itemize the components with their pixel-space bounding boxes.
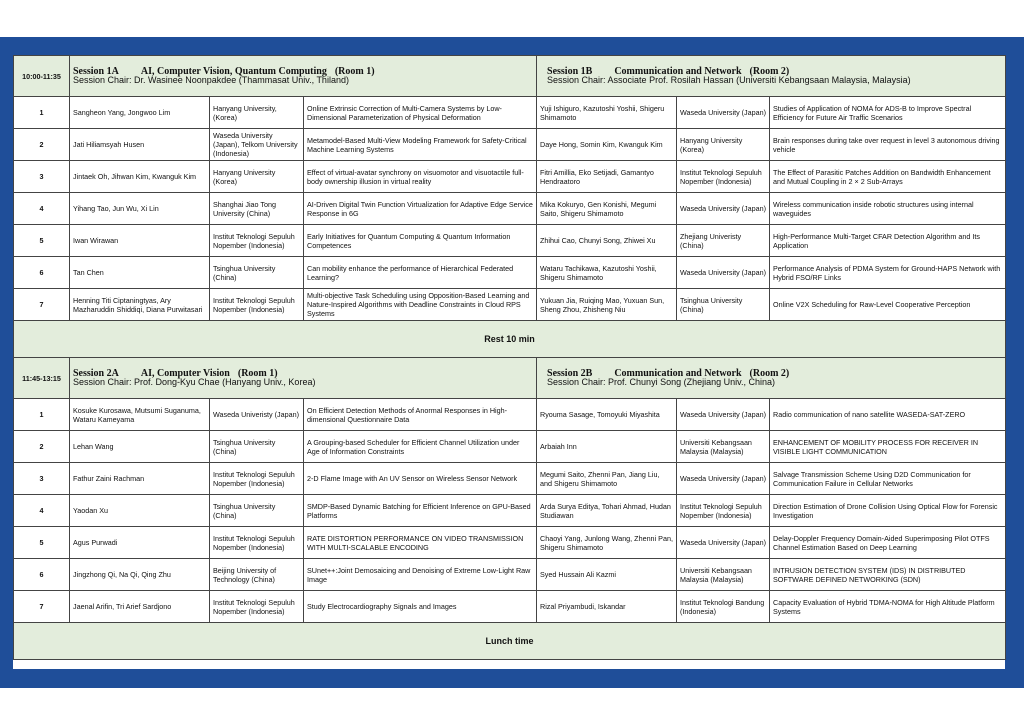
session-room: (Room 1) — [237, 368, 278, 379]
session-a-authors: Agus Purwadi — [70, 527, 210, 559]
table-row — [14, 193, 1006, 225]
table-row — [14, 399, 1006, 431]
session-a-authors: Henning Titi Ciptaningtyas, Ary Mazharuddin Shiddiqi, Diana Purwitasari — [70, 289, 210, 321]
session-b-authors: Yukuan Jia, Ruiqing Mao, Yuxuan Sun, Sheng Zhou, Zhisheng Niu — [537, 289, 677, 321]
session-b-authors: Mika Kokuryo, Gen Konishi, Megumi Saito, Shigeru Shimamoto — [537, 193, 677, 225]
session-b-authors: Arda Surya Editya, Tohari Ahmad, Hudan Studiawan — [537, 495, 677, 527]
session-code: Session 2A — [73, 368, 119, 379]
session-a-paper-title: Effect of virtual-avatar synchrony on visuomotor and visuotactile full-body ownership illusion in virtual reality — [304, 161, 537, 193]
time-slot: 11:45-13:15 — [14, 358, 70, 399]
break-row — [14, 321, 1006, 358]
session-b-paper-title: The Effect of Parasitic Patches Addition on Bandwidth Enhancement and Mutual Coupling in 2 × 2 Sub-Arrays — [770, 161, 1006, 193]
session-topic: AI, Computer Vision, Quantum Computing — [140, 66, 327, 77]
session-a-paper-title: Can mobility enhance the performance of Hierarchical Federated Learning? — [304, 257, 537, 289]
paper-number: 5 — [14, 225, 70, 257]
table-row — [14, 495, 1006, 527]
session-a-authors: Iwan Wirawan — [70, 225, 210, 257]
session-a-affiliation: Tsinghua University (China) — [210, 495, 304, 527]
session-a-paper-title: Early Initiatives for Quantum Computing & Quantum Information Competences — [304, 225, 537, 257]
session-chair: Session Chair: Prof. Dong-Kyu Chae (Hanyang Univ., Korea) — [73, 377, 316, 387]
table-row — [14, 161, 1006, 193]
session-a-paper-title: Study Electrocardiography Signals and Images — [304, 591, 537, 623]
session-a-paper-title: On Efficient Detection Methods of Anormal Responses in High-dimensional Questionnaire Data — [304, 399, 537, 431]
schedule-table — [13, 55, 1006, 660]
paper-number: 2 — [14, 129, 70, 161]
session-room: (Room 2) — [749, 66, 790, 77]
session-b-affiliation: Waseda University (Japan) — [677, 257, 770, 289]
session-b-affiliation: Hanyang University (Korea) — [677, 129, 770, 161]
session-a-affiliation: Shanghai Jiao Tong University (China) — [210, 193, 304, 225]
paper-number: 2 — [14, 431, 70, 463]
table-row — [14, 257, 1006, 289]
session-b-authors: Arbaiah Inn — [537, 431, 677, 463]
paper-number: 6 — [14, 257, 70, 289]
session-a-authors: Tan Chen — [70, 257, 210, 289]
session-a-authors: Yihang Tao, Jun Wu, Xi Lin — [70, 193, 210, 225]
session-a-authors: Yaodan Xu — [70, 495, 210, 527]
session-a-affiliation: Tsinghua University (China) — [210, 257, 304, 289]
paper-number: 6 — [14, 559, 70, 591]
session-b-authors: Ryouma Sasage, Tomoyuki Miyashita — [537, 399, 677, 431]
session-a-affiliation: Waseda Univeristy (Japan) — [210, 399, 304, 431]
session-chair: Session Chair: Prof. Chunyi Song (Zhejiang Univ., China) — [547, 377, 775, 387]
session-a-paper-title: A Grouping-based Scheduler for Efficient Channel Utilization under Age of Information Constraints — [304, 431, 537, 463]
session-a-affiliation: Institut Teknologi Sepuluh Nopember (Indonesia) — [210, 225, 304, 257]
paper-number: 4 — [14, 495, 70, 527]
session-b-paper-title: High-Performance Multi-Target CFAR Detection Algorithm and Its Application — [770, 225, 1006, 257]
session-b-paper-title: Wireless communication inside robotic structures using internal waveguides — [770, 193, 1006, 225]
session-code: Session 1A — [73, 66, 119, 77]
session-a-authors: Jingzhong Qi, Na Qi, Qing Zhu — [70, 559, 210, 591]
session-header-a — [70, 358, 537, 399]
paper-number: 1 — [14, 399, 70, 431]
session-a-affiliation: Institut Teknologi Sepuluh Nopember (Indonesia) — [210, 591, 304, 623]
table-row — [14, 527, 1006, 559]
session-topic: Communication and Network — [614, 368, 742, 379]
session-a-paper-title: Multi-objective Task Scheduling using Opposition-Based Learning and Nature-Inspired Algorithms with Deadline Constraints in Cloud RPS Systems — [304, 289, 537, 321]
break-label: Lunch time — [14, 623, 1006, 660]
session-a-affiliation: Tsinghua University (China) — [210, 431, 304, 463]
break-label: Rest 10 min — [14, 321, 1006, 358]
session-b-authors: Syed Hussain Ali Kazmi — [537, 559, 677, 591]
session-a-authors: Sangheon Yang, Jongwoo Lim — [70, 97, 210, 129]
table-row — [14, 559, 1006, 591]
session-a-paper-title: RATE DISTORTION PERFORMANCE ON VIDEO TRANSMISSION WITH MULTI-SCALABLE ENCODING — [304, 527, 537, 559]
table-row — [14, 431, 1006, 463]
session-b-affiliation: Waseda University (Japan) — [677, 463, 770, 495]
session-header-b — [537, 56, 1006, 97]
table-row — [14, 129, 1006, 161]
session-a-paper-title: 2-D Flame Image with An UV Sensor on Wireless Sensor Network — [304, 463, 537, 495]
session-b-authors: Rizal Priyambudi, Iskandar — [537, 591, 677, 623]
schedule-container — [13, 55, 1005, 669]
session-b-authors: Chaoyi Yang, Junlong Wang, Zhenni Pan, Shigeru Shimamoto — [537, 527, 677, 559]
session-b-authors: Zhihui Cao, Chunyi Song, Zhiwei Xu — [537, 225, 677, 257]
session-a-affiliation: Institut Teknologi Sepuluh Nopember (Indonesia) — [210, 289, 304, 321]
session-room: (Room 1) — [334, 66, 375, 77]
session-b-authors: Fitri Amillia, Eko Setijadi, Gamantyo Hendraatoro — [537, 161, 677, 193]
session-b-affiliation: Universiti Kebangsaan Malaysia (Malaysia) — [677, 559, 770, 591]
session-b-paper-title: Direction Estimation of Drone Collision Using Optical Flow for Forensic Investigation — [770, 495, 1006, 527]
session-b-paper-title: Studies of Application of NOMA for ADS-B to Improve Spectral Efficiency for Future Air Traffic Scenarios — [770, 97, 1006, 129]
session-header-row — [14, 358, 1006, 399]
session-room: (Room 2) — [749, 368, 790, 379]
session-a-paper-title: Online Extrinsic Correction of Multi-Camera Systems by Low-Dimensional Parameterization of Physical Deformation — [304, 97, 537, 129]
session-b-paper-title: Brain responses during take over request in level 3 autonomous driving vehicle — [770, 129, 1006, 161]
session-a-paper-title: SUnet++:Joint Demosaicing and Denoising of Extreme Low-Light Raw Image — [304, 559, 537, 591]
break-row — [14, 623, 1006, 660]
session-b-affiliation: Institut Teknologi Sepuluh Nopember (Indonesia) — [677, 495, 770, 527]
session-a-paper-title: SMDP-Based Dynamic Batching for Efficient Inference on GPU-Based Platforms — [304, 495, 537, 527]
session-b-paper-title: Radio communication of nano satellite WASEDA-SAT-ZERO — [770, 399, 1006, 431]
session-b-affiliation: Tsinghua University (China) — [677, 289, 770, 321]
session-b-affiliation: Waseda University (Japan) — [677, 527, 770, 559]
session-b-authors: Wataru Tachikawa, Kazutoshi Yoshii, Shigeru Shimamoto — [537, 257, 677, 289]
session-a-affiliation: Waseda University (Japan), Telkom University (Indonesia) — [210, 129, 304, 161]
session-b-paper-title: Performance Analysis of PDMA System for Ground-HAPS Network with Hybrid FSO/RF Links — [770, 257, 1006, 289]
time-slot: 10:00-11:35 — [14, 56, 70, 97]
session-b-authors: Daye Hong, Somin Kim, Kwanguk Kim — [537, 129, 677, 161]
session-header-a — [70, 56, 537, 97]
session-topic: AI, Computer Vision — [140, 368, 230, 379]
session-b-affiliation: Waseda University (Japan) — [677, 399, 770, 431]
table-row — [14, 463, 1006, 495]
session-header-b — [537, 358, 1006, 399]
session-topic: Communication and Network — [614, 66, 742, 77]
session-b-paper-title: ENHANCEMENT OF MOBILITY PROCESS FOR RECEIVER IN VISIBLE LIGHT COMMUNICATION — [770, 431, 1006, 463]
paper-number: 7 — [14, 289, 70, 321]
session-b-affiliation: Institut Teknologi Sepuluh Nopember (Indonesia) — [677, 161, 770, 193]
session-b-authors: Megumi Saito, Zhenni Pan, Jiang Liu, and Shigeru Shimamoto — [537, 463, 677, 495]
session-a-authors: Kosuke Kurosawa, Mutsumi Suganuma, Wataru Kameyama — [70, 399, 210, 431]
paper-number: 4 — [14, 193, 70, 225]
session-a-affiliation: Hanyang University, (Korea) — [210, 97, 304, 129]
session-a-affiliation: Institut Teknologi Sepuluh Nopember (Indonesia) — [210, 463, 304, 495]
paper-number: 1 — [14, 97, 70, 129]
session-chair: Session Chair: Dr. Wasinee Noonpakdee (Thammasat Univ., Thiland) — [73, 75, 349, 85]
session-b-affiliation: Zhejiang Univeristy (China) — [677, 225, 770, 257]
session-b-paper-title: Delay-Doppler Frequency Domain-Aided Superimposing Pilot OTFS Channel Estimation Based on Deep Learning — [770, 527, 1006, 559]
session-a-paper-title: AI-Driven Digital Twin Function Virtualization for Adaptive Edge Service Response in 6G — [304, 193, 537, 225]
table-row — [14, 289, 1006, 321]
paper-number: 7 — [14, 591, 70, 623]
session-b-paper-title: INTRUSION DETECTION SYSTEM (IDS) IN DISTRIBUTED SOFTWARE DEFINED NETWORKING (SDN) — [770, 559, 1006, 591]
table-row — [14, 97, 1006, 129]
session-a-authors: Lehan Wang — [70, 431, 210, 463]
session-code: Session 2B — [547, 368, 593, 379]
table-row — [14, 225, 1006, 257]
session-a-authors: Jintaek Oh, Jihwan Kim, Kwanguk Kim — [70, 161, 210, 193]
paper-number: 3 — [14, 463, 70, 495]
table-row — [14, 591, 1006, 623]
session-b-affiliation: Waseda University (Japan) — [677, 97, 770, 129]
session-b-affiliation: Institut Teknologi Bandung (Indonesia) — [677, 591, 770, 623]
session-b-paper-title: Capacity Evaluation of Hybrid TDMA-NOMA for High Altitude Platform Systems — [770, 591, 1006, 623]
session-b-authors: Yuji Ishiguro, Kazutoshi Yoshii, Shigeru Shimamoto — [537, 97, 677, 129]
session-a-authors: Jaenal Arifin, Tri Arief Sardjono — [70, 591, 210, 623]
session-a-affiliation: Hanyang University (Korea) — [210, 161, 304, 193]
session-a-paper-title: Metamodel-Based Multi-View Modeling Framework for Safety-Critical Machine Learning Systems — [304, 129, 537, 161]
session-b-paper-title: Online V2X Scheduling for Raw-Level Cooperative Perception — [770, 289, 1006, 321]
session-a-authors: Jati Hiliamsyah Husen — [70, 129, 210, 161]
session-a-authors: Fathur Zaini Rachman — [70, 463, 210, 495]
session-b-affiliation: Waseda University (Japan) — [677, 193, 770, 225]
paper-number: 3 — [14, 161, 70, 193]
session-header-row — [14, 56, 1006, 97]
session-b-paper-title: Salvage Transmission Scheme Using D2D Communication for Communication Failure in Cellular Networks — [770, 463, 1006, 495]
session-b-affiliation: Universiti Kebangsaan Malaysia (Malaysia) — [677, 431, 770, 463]
session-chair: Session Chair: Associate Prof. Rosilah Hassan (Universiti Kebangsaan Malaysia, Malaysia) — [547, 75, 911, 85]
session-a-affiliation: Beijing University of Technology (China) — [210, 559, 304, 591]
paper-number: 5 — [14, 527, 70, 559]
session-a-affiliation: Institut Teknologi Sepuluh Nopember (Indonesia) — [210, 527, 304, 559]
page-frame — [0, 37, 1024, 688]
session-code: Session 1B — [547, 66, 593, 77]
